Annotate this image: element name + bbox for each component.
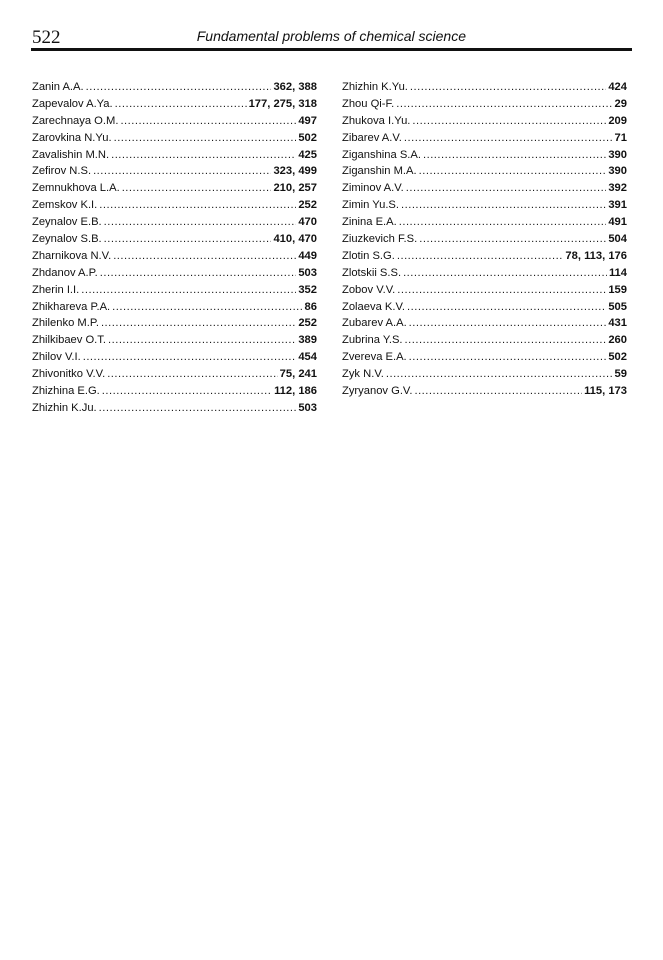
page-references: 210, 257	[273, 182, 317, 195]
author-name: Zharnikova N.V.	[32, 249, 112, 262]
dot-leader	[407, 299, 606, 316]
page-references: 115, 173	[584, 385, 627, 398]
index-entry	[32, 96, 317, 113]
page-references: 362, 388	[273, 81, 317, 93]
page-references: 78, 113, 176	[565, 249, 627, 262]
index-entry	[342, 332, 627, 349]
author-name: Zlotskii S.S.	[342, 266, 402, 279]
dot-leader	[423, 147, 606, 164]
index-entry	[342, 113, 627, 130]
page-references: 75, 241	[279, 368, 317, 381]
author-name: Zhilov V.I.	[32, 351, 81, 364]
header-rule	[31, 48, 632, 51]
author-name: Zhizhin K.Yu.	[342, 81, 408, 93]
author-name: Zolaeva K.V.	[342, 300, 406, 313]
page-references: 59	[614, 368, 627, 381]
author-name: Zubrina Y.S.	[342, 334, 403, 347]
author-name: Zanin A.A.	[32, 81, 84, 93]
page-references: 390	[608, 148, 627, 161]
page-references: 29	[614, 97, 627, 110]
index-entry	[342, 282, 627, 299]
index-entry	[342, 197, 627, 214]
page-references: 410, 470	[273, 233, 317, 246]
page-references: 252	[298, 199, 317, 212]
author-name: Zinina E.A.	[342, 216, 397, 229]
author-name: Ziganshin M.A.	[342, 165, 417, 178]
index-entry	[32, 214, 317, 231]
page-references: 504	[608, 233, 627, 246]
page-references: 260	[608, 334, 627, 347]
dot-leader	[399, 214, 607, 231]
dot-leader	[409, 349, 607, 366]
author-name: Zapevalov A.Ya.	[32, 97, 113, 110]
index-entry	[32, 265, 317, 282]
index-entry	[342, 383, 627, 400]
index-entry	[342, 147, 627, 164]
index-entry	[342, 130, 627, 147]
dot-leader	[114, 130, 297, 147]
author-name: Zlotin S.G.	[342, 249, 395, 262]
page-references: 424	[608, 81, 627, 93]
dot-leader	[419, 163, 607, 180]
author-name: Ziminov A.V.	[342, 182, 404, 195]
index-entry	[32, 248, 317, 265]
page-references: 86	[304, 300, 317, 313]
index-column-left	[32, 79, 317, 417]
index-entry	[342, 248, 627, 265]
page-references: 71	[614, 131, 627, 144]
index-entry	[342, 349, 627, 366]
page-references: 505	[608, 300, 627, 313]
index-entry	[342, 79, 627, 96]
dot-leader	[112, 299, 302, 316]
index-column-right	[342, 79, 627, 400]
page-references: 177, 275, 318	[248, 97, 317, 110]
index-entry	[342, 96, 627, 113]
author-name: Zhivonitko V.V.	[32, 368, 106, 381]
dot-leader	[83, 349, 297, 366]
dot-leader	[107, 366, 277, 383]
page-header	[32, 24, 632, 48]
author-name: Ziuzkevich F.S.	[342, 233, 418, 246]
author-name: Zyryanov G.V.	[342, 385, 413, 398]
page-references: 502	[608, 351, 627, 364]
dot-leader	[396, 96, 612, 113]
page-references: 454	[298, 351, 317, 364]
dot-leader	[419, 231, 606, 248]
dot-leader	[405, 332, 607, 349]
author-name: Zarovkina N.Yu.	[32, 131, 112, 144]
author-name: Zhilkibaev O.T.	[32, 334, 106, 347]
page-references: 503	[298, 401, 317, 414]
dot-leader	[120, 113, 296, 130]
dot-leader	[99, 197, 296, 214]
author-name: Zhizhina E.G.	[32, 385, 100, 398]
dot-leader	[406, 180, 607, 197]
dot-leader	[111, 147, 296, 164]
page-references: 503	[298, 266, 317, 279]
author-name: Zemskov K.I.	[32, 199, 98, 212]
author-name: Zarechnaya O.M.	[32, 114, 119, 127]
index-entry	[32, 315, 317, 332]
page-references: 114	[608, 266, 627, 279]
dot-leader	[115, 96, 247, 113]
page-references: 431	[608, 317, 627, 330]
author-name: Zhikhareva P.A.	[32, 300, 111, 313]
index-entry	[342, 265, 627, 282]
dot-leader	[397, 248, 564, 265]
dot-leader	[102, 383, 272, 400]
index-entry	[32, 349, 317, 366]
dot-leader	[104, 214, 297, 231]
author-name: Zvereva E.A.	[342, 351, 407, 364]
author-name: Ziganshina S.A.	[342, 148, 421, 161]
page-references: 391	[608, 199, 627, 212]
index-entry	[32, 383, 317, 400]
index-entry	[32, 282, 317, 299]
page-references: 252	[298, 317, 317, 330]
author-name: Zhilenko M.P.	[32, 317, 99, 330]
author-name: Zhukova I.Yu.	[342, 114, 411, 127]
dot-leader	[386, 366, 613, 383]
index-entry	[32, 180, 317, 197]
author-name: Zeynalov E.B.	[32, 216, 102, 229]
index-entry	[32, 130, 317, 147]
author-name: Zhdanov A.P.	[32, 266, 98, 279]
index-entry	[32, 299, 317, 316]
dot-leader	[81, 282, 296, 299]
page-references: 209	[608, 114, 627, 127]
index-entry	[32, 332, 317, 349]
index-entry	[32, 366, 317, 383]
dot-leader	[412, 113, 606, 130]
dot-leader	[410, 79, 606, 96]
page-references: 352	[298, 283, 317, 296]
dot-leader	[403, 265, 607, 282]
page-references: 112, 186	[274, 385, 317, 398]
author-name: Zemnukhova L.A.	[32, 182, 120, 195]
index-entry	[32, 79, 317, 96]
dot-leader	[86, 79, 272, 96]
page-references: 392	[608, 182, 627, 195]
index-entry	[342, 299, 627, 316]
index-entry	[32, 147, 317, 164]
running-title: Fundamental problems of chemical science	[196, 28, 466, 44]
index-entry	[32, 231, 317, 248]
index-entry	[32, 400, 317, 417]
index-entry	[32, 197, 317, 214]
dot-leader	[122, 180, 272, 197]
page-references: 491	[608, 216, 627, 229]
dot-leader	[113, 248, 296, 265]
dot-leader	[397, 282, 606, 299]
author-name: Zhizhin K.Ju.	[32, 401, 97, 414]
page-references: 497	[298, 114, 317, 127]
dot-leader	[404, 130, 613, 147]
page-references: 470	[298, 216, 317, 229]
dot-leader	[108, 332, 296, 349]
author-name: Zubarev A.A.	[342, 317, 407, 330]
author-name: Zhou Qi-F.	[342, 97, 395, 110]
page-references: 425	[298, 148, 317, 161]
page-references: 323, 499	[273, 165, 317, 178]
dot-leader	[409, 315, 607, 332]
page-references: 449	[298, 249, 317, 262]
dot-leader	[101, 315, 296, 332]
page-number: 522	[32, 27, 61, 48]
author-name: Zavalishin M.N.	[32, 148, 110, 161]
dot-leader	[401, 197, 606, 214]
author-name: Zeynalov S.B.	[32, 233, 102, 246]
author-name: Zyk N.V.	[342, 368, 384, 381]
author-name: Zimin Yu.S.	[342, 199, 399, 212]
page-references: 390	[608, 165, 627, 178]
index-entry	[342, 366, 627, 383]
page-references: 389	[298, 334, 317, 347]
index-entry	[32, 163, 317, 180]
author-name: Zefirov N.S.	[32, 165, 92, 178]
author-name: Zibarev A.V.	[342, 131, 402, 144]
page-references: 159	[608, 283, 627, 296]
author-name: Zherin I.I.	[32, 283, 80, 296]
dot-leader	[99, 400, 297, 417]
dot-leader	[93, 163, 271, 180]
dot-leader	[414, 383, 582, 400]
index-entry	[342, 214, 627, 231]
index-entry	[342, 180, 627, 197]
index-entry	[342, 315, 627, 332]
index-entry	[342, 163, 627, 180]
dot-leader	[104, 231, 272, 248]
index-entry	[32, 113, 317, 130]
author-name: Zobov V.V.	[342, 283, 396, 296]
page-references: 502	[298, 131, 317, 144]
index-entry	[342, 231, 627, 248]
dot-leader	[100, 265, 297, 282]
